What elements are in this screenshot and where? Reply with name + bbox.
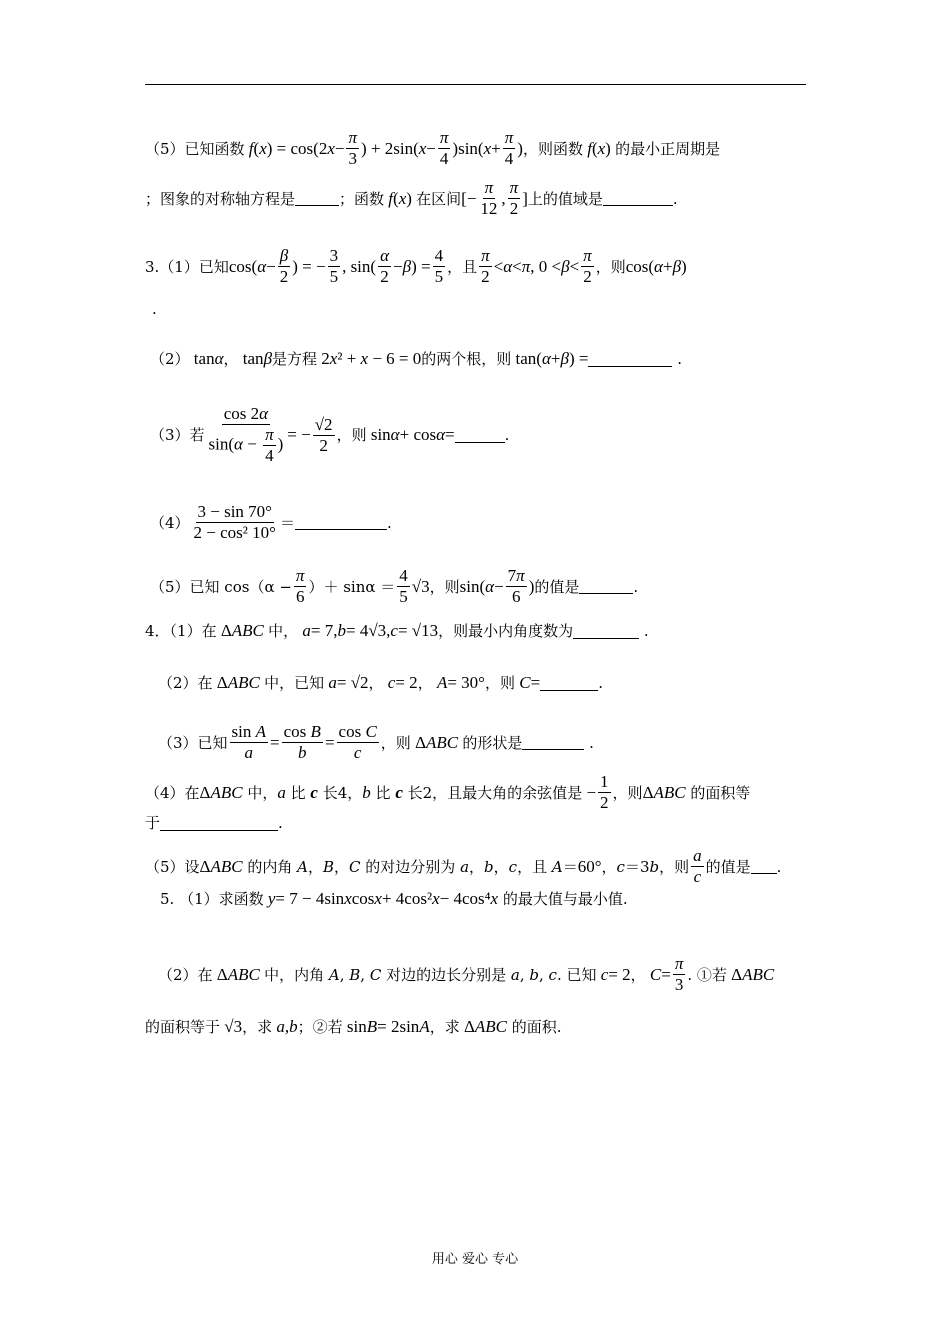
problem-3-1: 3.（1）已知 cos( α − $\frac{\beta}{2}$ ) = − $\frac{3}{5}$ , sin( $\frac{\alpha}{2}$ − β ) = $\frac{4}{5}$ ，且 $\frac{\pi}{2}$ < α < π , 0 < β < $\frac{\pi}{2}$ ，则 cos( α + β ) — [145, 246, 687, 286]
problem-4-2: （2）在 Δ ABC 中，已知 a = √2 ， c = 2 ， A = 30° ，则 C = . — [158, 673, 603, 692]
page-footer: 用心 爱心 专心 — [431, 1252, 519, 1267]
problem-2-5-line2: ；图象的对称轴方程是 ；函数 f ( x ) 在区间 [− $\frac{\pi}{12}$ , $\frac{\pi}{2}$ ] 上的值域是 . — [145, 178, 678, 218]
problem-5-1: 5. （1）求函数 y = 7 − 4sin x cos x + 4cos² x − 4cos⁴ x 的最大值与最小值. — [160, 889, 628, 908]
problem-3-3: （3）若 cos 2α sin(α − $\frac{\pi}{4}$ ) = − $\frac{√2}{2}$ ，则 sin α + cos α = . — [150, 404, 510, 465]
header-rule — [145, 84, 806, 85]
problem-4-4-line2: 于 . — [145, 814, 283, 832]
problem-4-5: （5）设 Δ ABC 的内角 A，B，C 的对边分别为 a，b，c，且 A＝ 60° ，c＝3b，则 $\frac{a}{c}$ 的值是 . — [145, 846, 782, 886]
problem-3-1-period: . — [152, 300, 157, 318]
problem-5-2-line2: 的面积等于 √3 ，求 a , b ；②若 sin B = 2sin A ，求 Δ ABC 的面积. — [145, 1017, 562, 1036]
problem-3-4: （4） $\frac{3 - \sin 70^\circ}{\text{2 − cos² 10°}}$ ＝ . — [150, 502, 392, 542]
problem-3-5: （5）已知 cos（α − $\frac{\pi}{6}$ ）＋ sinα ＝ $\frac{4}{5}$ √3 ，则 sin( α − $\frac{7\pi}{6}$ ) 的值是 . — [150, 566, 639, 606]
problem-4-3: （3）已知 $\frac{\text{sin A}}{a}$ = $\frac{\text{cos B}}{b}$ = $\frac{\text{cos C}}{c}$ ，则 Δ ABC 的形状是 . — [158, 722, 594, 762]
problem-4-1: 4．（1）在 Δ ABC 中， a = 7, b = 4√3, c = √13 ，则最小内角度数为 . — [145, 621, 649, 640]
problem-2-5-line1: （5）已知函数 f ( x ) = cos(2 x − $\frac{\pi}{3}$ ) + 2sin( x − $\frac{\pi}{4}$ )sin( x + $\frac{\pi}{4}$ ) ，则函数 f ( x ) 的最小正周期是 — [145, 128, 721, 168]
problem-3-2: （2） tan α ， tan β 是方程 2 x ² + x − 6 = 0 的两个根，则 tan( α + β ) = . — [150, 349, 683, 368]
problem-5-2-line1: （2）在 Δ ABC 中，内角 A, B, C 对边的边长分别是 a, b, c. 已知 c = 2 ， C = $\frac{\pi}{3}$ . ①若 Δ ABC — [158, 954, 775, 994]
problem-4-4-line1: （4）在 Δ ABC 中， a 比 c 长4， b 比 c 长2，且最大角的余弦值是 − $\frac{1}{2}$ ，则 Δ ABC 的面积等 — [145, 772, 751, 812]
